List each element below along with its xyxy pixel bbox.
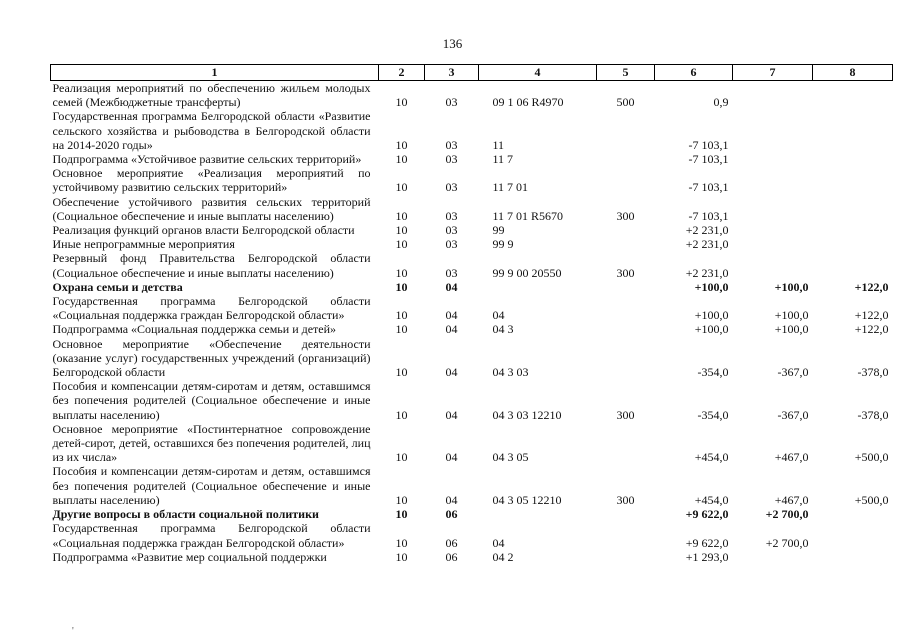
row-target-article: 99 [492, 223, 505, 238]
table-row [51, 337, 893, 380]
row-expense-type [597, 422, 655, 465]
row-amount-year3 [813, 237, 893, 251]
row-amount-year1: +454,0 [694, 450, 729, 465]
row-name: Резервный фонд Правительства Белгородской области (Социальное обеспечение и иные выплаты населению) [52, 251, 371, 280]
row-expense-type: 500 [616, 95, 635, 110]
row-section: 10 [395, 237, 408, 252]
row-name: Подпрограмма «Социальная поддержка семьи и детей» [52, 322, 337, 337]
row-name: Другие вопросы в области социальной политики [52, 507, 319, 522]
table-row [51, 422, 893, 465]
row-amount-year1: +1 293,0 [685, 549, 729, 564]
row-section: 10 [395, 152, 408, 167]
row-target-article: 09 1 06 R4970 [492, 95, 564, 110]
row-section: 10 [395, 507, 408, 522]
row-amount-year2: +2 700,0 [765, 507, 809, 522]
row-amount-year2: +100,0 [774, 308, 809, 323]
header-cell: 7 [733, 65, 813, 81]
row-amount-year2 [733, 81, 813, 110]
row-amount-year1: +100,0 [694, 322, 729, 337]
row-section: 10 [395, 208, 408, 223]
row-amount-year1: -354,0 [697, 407, 729, 422]
row-amount-year1: +9 622,0 [685, 535, 729, 550]
row-subsection: 04 [445, 407, 458, 422]
row-name: Иные непрограммные мероприятия [52, 237, 235, 252]
row-amount-year1: -7 103,1 [688, 208, 729, 223]
row-expense-type: 300 [616, 265, 635, 280]
row-expense-type: 300 [616, 208, 635, 223]
row-section: 10 [395, 535, 408, 550]
row-amount-year2: +2 700,0 [765, 535, 809, 550]
row-name: Подпрограмма «Развитие мер социальной поддержки [52, 549, 327, 564]
row-subsection: 04 [445, 279, 458, 294]
row-section: 10 [395, 322, 408, 337]
row-subsection: 04 [445, 322, 458, 337]
header-cell: 8 [813, 65, 893, 81]
row-section: 10 [395, 180, 408, 195]
row-amount-year3 [813, 81, 893, 110]
row-subsection: 03 [445, 265, 458, 280]
row-amount-year2 [733, 109, 813, 152]
row-target-article: 04 3 03 12210 [492, 407, 562, 422]
row-subsection: 03 [445, 208, 458, 223]
row-section: 10 [395, 450, 408, 465]
row-expense-type [597, 507, 655, 521]
row-amount-year2 [733, 195, 813, 223]
row-amount-year2 [733, 166, 813, 194]
row-section: 10 [395, 492, 408, 507]
row-target-article [479, 280, 597, 294]
table-row-section-total [51, 507, 893, 521]
row-subsection: 03 [445, 95, 458, 110]
table-row [51, 322, 893, 336]
row-subsection: 04 [445, 365, 458, 380]
table-row [51, 81, 893, 110]
row-target-article: 04 [492, 535, 505, 550]
scan-mark: ' [72, 626, 74, 637]
table-row [51, 521, 893, 549]
row-subsection: 03 [445, 180, 458, 195]
row-target-article: 11 7 01 [492, 180, 529, 195]
row-name: Основное мероприятие «Постинтернатное сопровождение детей-сирот, детей, оставшихся без попечения родителей, лиц из их числа» [52, 421, 371, 465]
table-row-section-total [51, 280, 893, 294]
header-cell: 4 [479, 65, 597, 81]
row-expense-type: 300 [616, 492, 635, 507]
row-expense-type [597, 280, 655, 294]
header-cell: 1 [51, 65, 379, 81]
row-expense-type [597, 337, 655, 380]
row-target-article: 04 3 05 [492, 450, 529, 465]
row-section: 10 [395, 407, 408, 422]
row-amount-year2 [733, 152, 813, 166]
row-amount-year2 [733, 550, 813, 564]
row-subsection: 06 [445, 535, 458, 550]
row-subsection: 04 [445, 492, 458, 507]
row-name: Охрана семьи и детства [52, 279, 183, 294]
row-amount-year3 [813, 195, 893, 223]
row-amount-year1: +2 231,0 [685, 265, 729, 280]
row-target-article: 04 2 [492, 549, 514, 564]
row-expense-type [597, 109, 655, 152]
row-subsection: 04 [445, 450, 458, 465]
row-name: Основное мероприятие «Реализация мероприятий по устойчивому развитию сельских территорий» [52, 166, 371, 195]
row-expense-type [597, 166, 655, 194]
row-section: 10 [395, 137, 408, 152]
row-target-article [479, 507, 597, 521]
row-expense-type [597, 152, 655, 166]
row-amount-year3 [813, 550, 893, 564]
row-amount-year3: +122,0 [854, 308, 889, 323]
row-expense-type [597, 550, 655, 564]
row-name: Пособия и компенсации детям-сиротам и детям, оставшимся без попечения родителей (Социальное обеспечение и иные выплаты населению) [52, 379, 371, 422]
row-subsection: 06 [445, 507, 458, 522]
row-name: Реализация функций органов власти Белгородской области [52, 223, 355, 238]
table-row [51, 294, 893, 322]
row-amount-year2: +100,0 [774, 279, 809, 294]
row-amount-year1: -354,0 [697, 365, 729, 380]
table-row [51, 166, 893, 194]
table-row [51, 223, 893, 237]
row-amount-year3: -378,0 [857, 365, 889, 380]
row-amount-year1: -7 103,1 [688, 137, 729, 152]
row-amount-year3: +122,0 [854, 279, 889, 294]
row-amount-year2: +467,0 [774, 492, 809, 507]
row-target-article: 11 7 [492, 152, 514, 167]
row-amount-year2 [733, 223, 813, 237]
row-amount-year1: -7 103,1 [688, 152, 729, 167]
row-amount-year3: +500,0 [854, 450, 889, 465]
row-name: Обеспечение устойчивого развития сельских территорий (Социальное обеспечение и иные выплаты населению) [52, 194, 371, 223]
row-amount-year2: -367,0 [777, 407, 809, 422]
row-name: Государственная программа Белгородской области «Социальная поддержка граждан Белгородской области» [52, 294, 371, 323]
row-expense-type [597, 223, 655, 237]
row-amount-year2: +100,0 [774, 322, 809, 337]
row-amount-year3 [813, 109, 893, 152]
row-name: Государственная программа Белгородской области «Развитие сельского хозяйства и рыбоводства в Белгородской области на 2014-2020 годы» [52, 109, 371, 152]
row-section: 10 [395, 279, 408, 294]
row-name: Государственная программа Белгородской области «Социальная поддержка граждан Белгородской области» [52, 521, 371, 550]
row-amount-year3: +500,0 [854, 492, 889, 507]
row-amount-year3 [813, 507, 893, 521]
row-target-article: 04 3 05 12210 [492, 492, 562, 507]
row-amount-year3 [813, 166, 893, 194]
row-subsection: 06 [445, 549, 458, 564]
header-cell: 3 [425, 65, 479, 81]
row-subsection: 03 [445, 237, 458, 252]
table-row [51, 195, 893, 223]
row-amount-year2 [733, 251, 813, 279]
row-amount-year1: +100,0 [694, 279, 729, 294]
table-row [51, 152, 893, 166]
row-section: 10 [395, 95, 408, 110]
row-amount-year2 [733, 237, 813, 251]
table-row [51, 237, 893, 251]
row-amount-year2: -367,0 [777, 365, 809, 380]
header-cell: 2 [379, 65, 425, 81]
table-header-row [51, 65, 893, 81]
table-row [51, 550, 893, 564]
row-expense-type [597, 237, 655, 251]
table-row [51, 109, 893, 152]
row-target-article: 99 9 [492, 237, 514, 252]
row-amount-year3 [813, 152, 893, 166]
header-cell: 6 [655, 65, 733, 81]
row-target-article: 11 7 01 R5670 [492, 208, 564, 223]
row-subsection: 03 [445, 152, 458, 167]
row-expense-type [597, 322, 655, 336]
row-amount-year1: +2 231,0 [685, 223, 729, 238]
row-expense-type [597, 294, 655, 322]
row-section: 10 [395, 365, 408, 380]
row-target-article: 11 [492, 137, 505, 152]
row-amount-year3 [813, 223, 893, 237]
row-subsection: 04 [445, 308, 458, 323]
row-amount-year1: +9 622,0 [685, 507, 729, 522]
row-name: Реализация мероприятий по обеспечению жильем молодых семей (Межбюджетные трансферты) [52, 81, 371, 110]
row-amount-year3 [813, 251, 893, 279]
row-target-article: 99 9 00 20550 [492, 265, 562, 280]
row-subsection: 03 [445, 223, 458, 238]
budget-table [50, 64, 893, 564]
row-amount-year1: 0,9 [713, 95, 729, 110]
table-row [51, 464, 893, 507]
page-number: 136 [442, 36, 463, 51]
row-amount-year1: -7 103,1 [688, 180, 729, 195]
row-section: 10 [395, 549, 408, 564]
row-target-article: 04 3 [492, 322, 514, 337]
table-row [51, 251, 893, 279]
row-section: 10 [395, 308, 408, 323]
row-subsection: 03 [445, 137, 458, 152]
row-amount-year1: +2 231,0 [685, 237, 729, 252]
row-name: Подпрограмма «Устойчивое развитие сельских территорий» [52, 152, 362, 167]
row-amount-year1: +100,0 [694, 308, 729, 323]
row-expense-type [597, 521, 655, 549]
row-section: 10 [395, 265, 408, 280]
row-amount-year3: +122,0 [854, 322, 889, 337]
row-amount-year3: -378,0 [857, 407, 889, 422]
row-target-article: 04 3 03 [492, 365, 529, 380]
row-section: 10 [395, 223, 408, 238]
row-amount-year1: +454,0 [694, 492, 729, 507]
row-amount-year3 [813, 521, 893, 549]
header-cell: 5 [597, 65, 655, 81]
row-expense-type: 300 [616, 407, 635, 422]
table-row [51, 379, 893, 422]
row-target-article: 04 [492, 308, 505, 323]
row-name: Пособия и компенсации детям-сиротам и детям, оставшимся без попечения родителей (Социальное обеспечение и иные выплаты населению) [52, 464, 371, 507]
row-amount-year2: +467,0 [774, 450, 809, 465]
row-name: Основное мероприятие «Обеспечение деятельности (оказание услуг) государственных учреждений (организаций) Белгородской области [52, 336, 371, 380]
